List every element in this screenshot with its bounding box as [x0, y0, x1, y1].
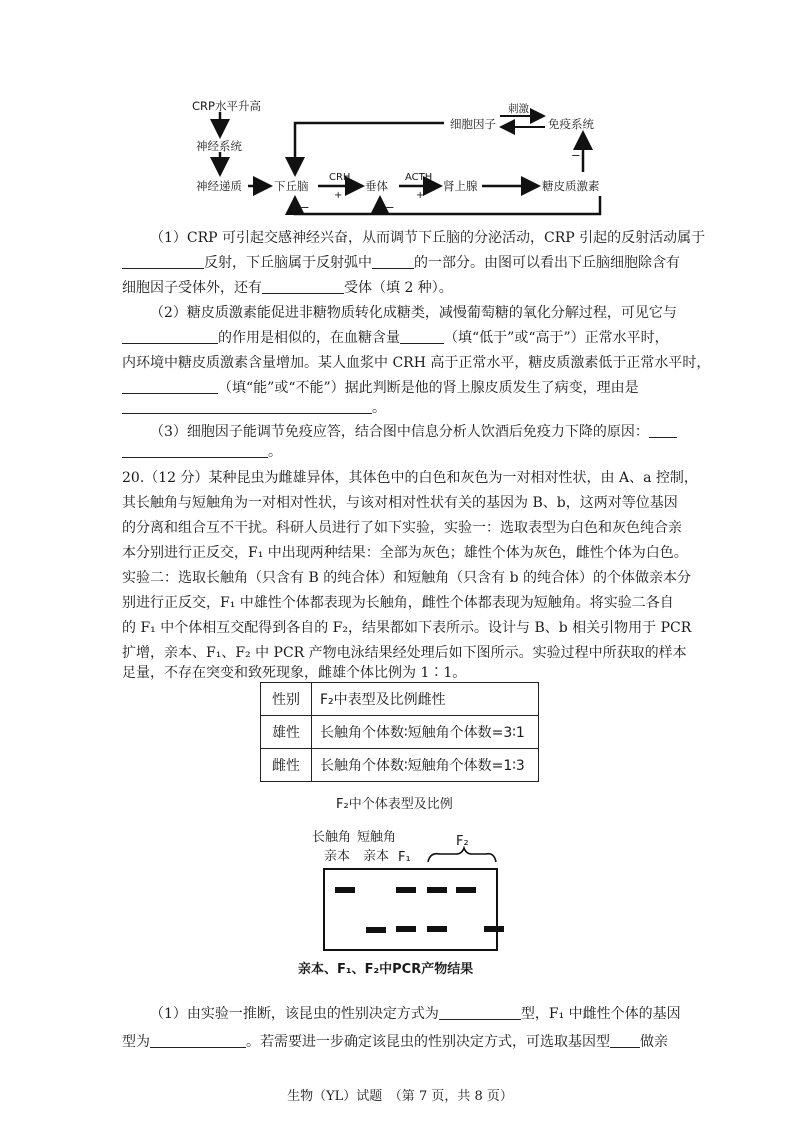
- gel-label-long-parent: 亲本: [324, 849, 351, 864]
- q19-p3-line1: （3）细胞因子能调节免疫应答，结合图中信息分析人饮酒后免疫力下降的原因：: [122, 420, 682, 445]
- f2-brace: [420, 846, 500, 866]
- q20-line8: 扩增，亲本、F₁、F₂ 中 PCR 产物电泳结果经处理后如下图所示。实验过程中所获取的样本: [122, 645, 687, 661]
- q19-p1-line3: 细胞因子受体外，还有 受体（填 2 种）。: [122, 280, 453, 296]
- label-feedback-minus-2: −: [385, 200, 395, 214]
- label-acth-plus: +: [416, 190, 425, 201]
- node-neurotransmitter: 神经递质: [196, 179, 242, 193]
- answer-blank[interactable]: [122, 329, 218, 344]
- q19-p3-line2: 。: [122, 440, 682, 465]
- gel-band-long-parent: [335, 887, 355, 893]
- node-nerve-system: 神经系统: [196, 139, 242, 153]
- label-feedback-minus-1: −: [300, 200, 310, 214]
- answer-blank[interactable]: [122, 399, 372, 414]
- q19-p2-line4: （填“能”或“不能”）据此判断是他的肾上腺皮质发生了病变，理由是: [122, 376, 682, 401]
- gel-band-short-parent: [366, 927, 386, 933]
- gel-label-f2: F₂: [456, 834, 469, 849]
- answer-blank[interactable]: [439, 1005, 521, 1020]
- hormone-regulation-diagram: [0, 0, 800, 230]
- gel-band-f2a-upper: [427, 887, 447, 893]
- q19-p2-line3: 内环境中糖皮质激素含量增加。某人血浆中 CRH 高于正常水平，糖皮质激素低于正常水平时，: [122, 355, 711, 371]
- q19-p1-line2: 反射，下丘脑属于反射弧中 的一部分。由图可以看出下丘脑细胞除含有: [122, 251, 682, 276]
- answer-blank[interactable]: [610, 1033, 640, 1048]
- q20-sub-line2: 型为 。若需要进一步确定该昆虫的性别决定方式，可选取基因型 做亲: [122, 1034, 668, 1050]
- label-gc-minus: −: [571, 148, 581, 162]
- gel-label-f1: F₁: [398, 850, 411, 865]
- table-header-sex: 性别: [261, 683, 312, 716]
- q20-sub-line1: （1）由实验一推断，该昆虫的性别决定方式为 型，F₁ 中雌性个体的基因: [150, 1006, 681, 1022]
- table-cell-ratio: 长触角个体数∶短触角个体数=3∶1: [312, 716, 539, 749]
- answer-blank[interactable]: [372, 254, 414, 269]
- node-pituitary: 垂体: [365, 179, 388, 193]
- q20-line7: 的 F₁ 中个体相互交配得到各自的 F₂，结果都如下表所示。设计与 B、b 相关引物用于 PCR: [122, 620, 692, 636]
- label-acth: ACTH: [405, 172, 433, 183]
- table-cell-ratio: 长触角个体数∶短触角个体数=1∶3: [312, 749, 539, 782]
- node-hypothalamus: 下丘脑: [274, 179, 309, 193]
- gel-band-f2a-lower: [427, 926, 447, 932]
- answer-blank[interactable]: [122, 254, 204, 269]
- answer-blank[interactable]: [122, 443, 268, 458]
- table-row: [261, 716, 539, 749]
- table-cell-sex: 雌性: [261, 749, 312, 782]
- node-cytokine: 细胞因子: [450, 117, 496, 131]
- q20-line9: 足量，不存在突变和致死现象，雌雄个体比例为 1∶1。: [122, 665, 467, 681]
- label-crh-plus: +: [334, 190, 343, 201]
- q19-p1-line1: （1）CRP 可引起交感神经兴奋，从而调节下丘脑的分泌活动，CRP 引起的反射活动属于: [150, 230, 706, 246]
- answer-blank[interactable]: [400, 329, 444, 344]
- answer-blank[interactable]: [150, 1033, 246, 1048]
- gel-band-f1-upper: [396, 887, 416, 893]
- q20-line1: 20.（12 分）某种昆虫为雌雄异体，其体色中的白色和灰色为一对相对性状，由 A、a 控制，: [122, 470, 698, 486]
- answer-blank[interactable]: [122, 379, 218, 394]
- node-adrenal: 肾上腺: [443, 179, 478, 193]
- q19-p2-line5: 。: [122, 396, 682, 421]
- gel-label-short-parent: 亲本: [363, 849, 390, 864]
- q20-line3: 的分离和组合互不干扰。科研人员进行了如下实验，实验一：选取表型为白色和灰色纯合亲: [122, 520, 682, 536]
- answer-blank[interactable]: [262, 279, 344, 294]
- gel-band-f1-lower: [396, 926, 416, 932]
- table-cell-sex: 雄性: [261, 716, 312, 749]
- arrow-cytokine-to-hypothalamus: [295, 123, 444, 172]
- page-footer: 生物（YL）试题 （第 7 页，共 8 页）: [287, 1089, 513, 1104]
- table-row: [261, 749, 539, 782]
- gel-band-f2c-lower: [484, 926, 504, 932]
- q19-p2-line1: （2）糖皮质激素能促进非糖物质转化成糖类，减慢葡萄糖的氧化分解过程，可见它与: [150, 305, 677, 321]
- answer-blank[interactable]: [649, 423, 677, 438]
- gel-label-short: 短触角: [357, 830, 397, 845]
- phenotype-ratio-table: [260, 682, 539, 782]
- node-immune-system: 免疫系统: [548, 117, 594, 131]
- q19-p2-line2: 的作用是相似的，在血糖含量 （填“低于”或“高于”）正常水平时，: [122, 326, 682, 351]
- table-header-ratio: F₂中表型及比例雌性: [312, 683, 539, 716]
- q20-line2: 其长触角与短触角为一对相对性状，与该对相对性状有关的基因为 B、b，这两对等位基因: [122, 495, 678, 511]
- table-caption: F₂中个体表型及比例: [336, 797, 453, 812]
- label-stimulate: 刺激: [508, 103, 529, 115]
- q20-line5: 实验二：选取长触角（只含有 B 的纯合体）和短触角（只含有 b 的纯合体）的个体做亲本分: [122, 570, 692, 586]
- table-header-row: [261, 683, 539, 716]
- label-crh: CRH: [329, 172, 351, 183]
- gel-box: [323, 868, 498, 951]
- node-crp: CRP水平升高: [192, 99, 261, 113]
- gel-label-long: 长触角: [312, 830, 352, 845]
- q20-line6: 别进行正反交，F₁ 中雄性个体都表现为长触角，雌性个体都表现为短触角。将实验二各自: [122, 595, 674, 611]
- gel-caption: 亲本、F₁、F₂中PCR产物结果: [298, 962, 474, 977]
- gel-band-f2b-upper: [456, 887, 476, 893]
- node-glucocorticoid: 糖皮质激素: [542, 179, 600, 193]
- q20-line4: 本分别进行正反交，F₁ 中出现两种结果：全部为灰色；雄性个体为灰色，雌性个体为白色。: [122, 545, 688, 561]
